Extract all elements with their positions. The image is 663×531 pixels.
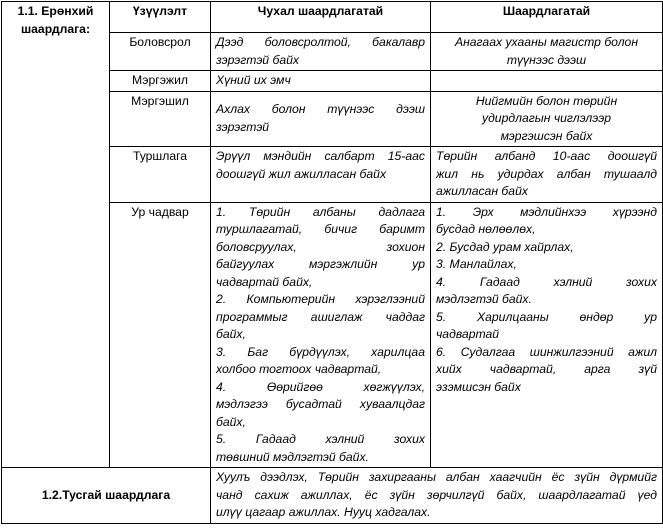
text-line: төвшний мэдлэгтэй байх. <box>216 449 369 464</box>
text-line: байх, <box>216 414 246 429</box>
text-line: түүнээс дээш <box>506 52 587 67</box>
text-line: хийх чадвартай, арга зүй <box>436 362 657 376</box>
text-line: мэдлэгээ бусадтай хуваалцдаг <box>216 397 425 411</box>
text-line: 5. Гадаад хэлний зохих <box>216 432 425 446</box>
text-line: илүү цагаар ажиллах. Нууц хадгалах. <box>216 505 431 519</box>
text-line: Анагаах ухааны магистр болон <box>454 35 639 49</box>
special-requirements-text <box>211 468 663 524</box>
text-line: байх, <box>216 327 246 341</box>
text-line: ажилласан байх <box>436 184 528 198</box>
text-line: 1. Төрийн албаны дадлага <box>216 204 425 219</box>
text-line: Дээд боловсролтой, бакалавр <box>216 35 425 49</box>
essential-skills <box>211 202 431 468</box>
text-line: Ахлах болон түүнээс дээш <box>216 102 425 117</box>
criterion-skills: Ур чадвар <box>110 202 211 468</box>
criterion-education: Боловсрол <box>110 33 211 71</box>
criterion-experience: Туршлага <box>110 147 211 203</box>
text-line: 6. Судалгаа шинжилгээний ажил <box>436 344 657 359</box>
header-criterion: Үзүүлэлт <box>110 2 211 33</box>
required-skills <box>431 202 663 468</box>
text-line: бусдад нөлөөлөх, <box>436 222 536 236</box>
required-qualification <box>431 91 663 147</box>
essential-qualification <box>211 91 431 147</box>
text-line: Хүний их эмч <box>216 73 291 87</box>
criterion-qualification: Мэргэшил <box>110 91 211 147</box>
section-special-label: 1.2.Тусгай шаардлага <box>2 468 211 524</box>
text-line: 2. Бусдад урам хайрлах, <box>436 239 574 254</box>
text-line: программыг ашиглаж чаддаг <box>216 309 425 324</box>
text-line: 5. Харилцааны өндөр ур <box>436 309 657 324</box>
text-line: зэрэгтэй байх <box>216 52 299 67</box>
text-line: байгуулах мэргэжлийн ур <box>216 257 425 271</box>
text-line: Эрүүл мэндийн салбарт 15-аас <box>216 149 425 163</box>
required-education <box>431 33 663 71</box>
text-line: 4. Гадаад хэлний зохих <box>436 274 657 289</box>
text-line: эзэмшсэн байх <box>436 379 521 394</box>
text-line: чадвартай <box>436 327 500 341</box>
header-row <box>2 2 663 33</box>
section-general-label-line: 1.1. Ерөнхий <box>17 4 94 18</box>
text-line: мэргэшсэн байх <box>500 128 593 143</box>
text-line: мэдлэгтэй байх. <box>436 292 532 306</box>
text-line: 4. Өөрийгөө хөгжүүлэх, <box>216 379 425 394</box>
text-line: боловсруулах, зохион <box>216 239 425 254</box>
text-line: удирдлагын чиглэлээр <box>481 111 612 125</box>
criterion-profession: Мэргэжил <box>110 71 211 92</box>
essential-profession <box>211 71 431 92</box>
text-line: доошгүй жил ажилласан байх <box>216 166 387 181</box>
text-line: Төрийн албанд 10-аас доошгүй <box>436 149 657 163</box>
essential-education <box>211 33 431 71</box>
header-essential: Чухал шаардлагатай <box>211 2 431 33</box>
required-experience <box>431 147 663 203</box>
special-requirements-row <box>2 468 663 524</box>
header-required: Шаардлагатай <box>431 2 663 33</box>
text-line: 2. Компьютерийн хэрэглээний <box>216 292 425 306</box>
section-general-label-line: шаардлага: <box>20 21 91 36</box>
requirements-table <box>1 1 663 524</box>
required-profession <box>431 71 663 92</box>
text-line: туршлагатай, бичиг баримт <box>216 222 425 236</box>
text-line: Нийгмийн болон төрийн <box>475 93 618 108</box>
essential-experience <box>211 147 431 203</box>
text-line: чанд сахиж ажиллах, ёс зүйн зөрчилгүй байх, шаардлагатай үед <box>216 487 657 502</box>
section-general-label <box>2 2 110 468</box>
text-line: жил нь удирдах албан тушаалд <box>436 166 657 181</box>
text-line: 3. Манлайлах, <box>436 257 517 271</box>
text-line: 1. Эрх мэдлийнхээ хүрээнд <box>436 204 657 219</box>
text-line: холбоо тогтоох чадвартай, <box>216 362 382 376</box>
text-line: 3. Баг бүрдүүлэх, харилцаа <box>216 344 425 359</box>
text-line: чадвартай байх, <box>216 274 313 289</box>
text-line: зэрэгтэй <box>216 119 270 134</box>
text-line: Хуулъ дээдлэх, Төрийн захиргааны албан хаагчийн ёс зүйн дүрмийг <box>216 470 657 484</box>
